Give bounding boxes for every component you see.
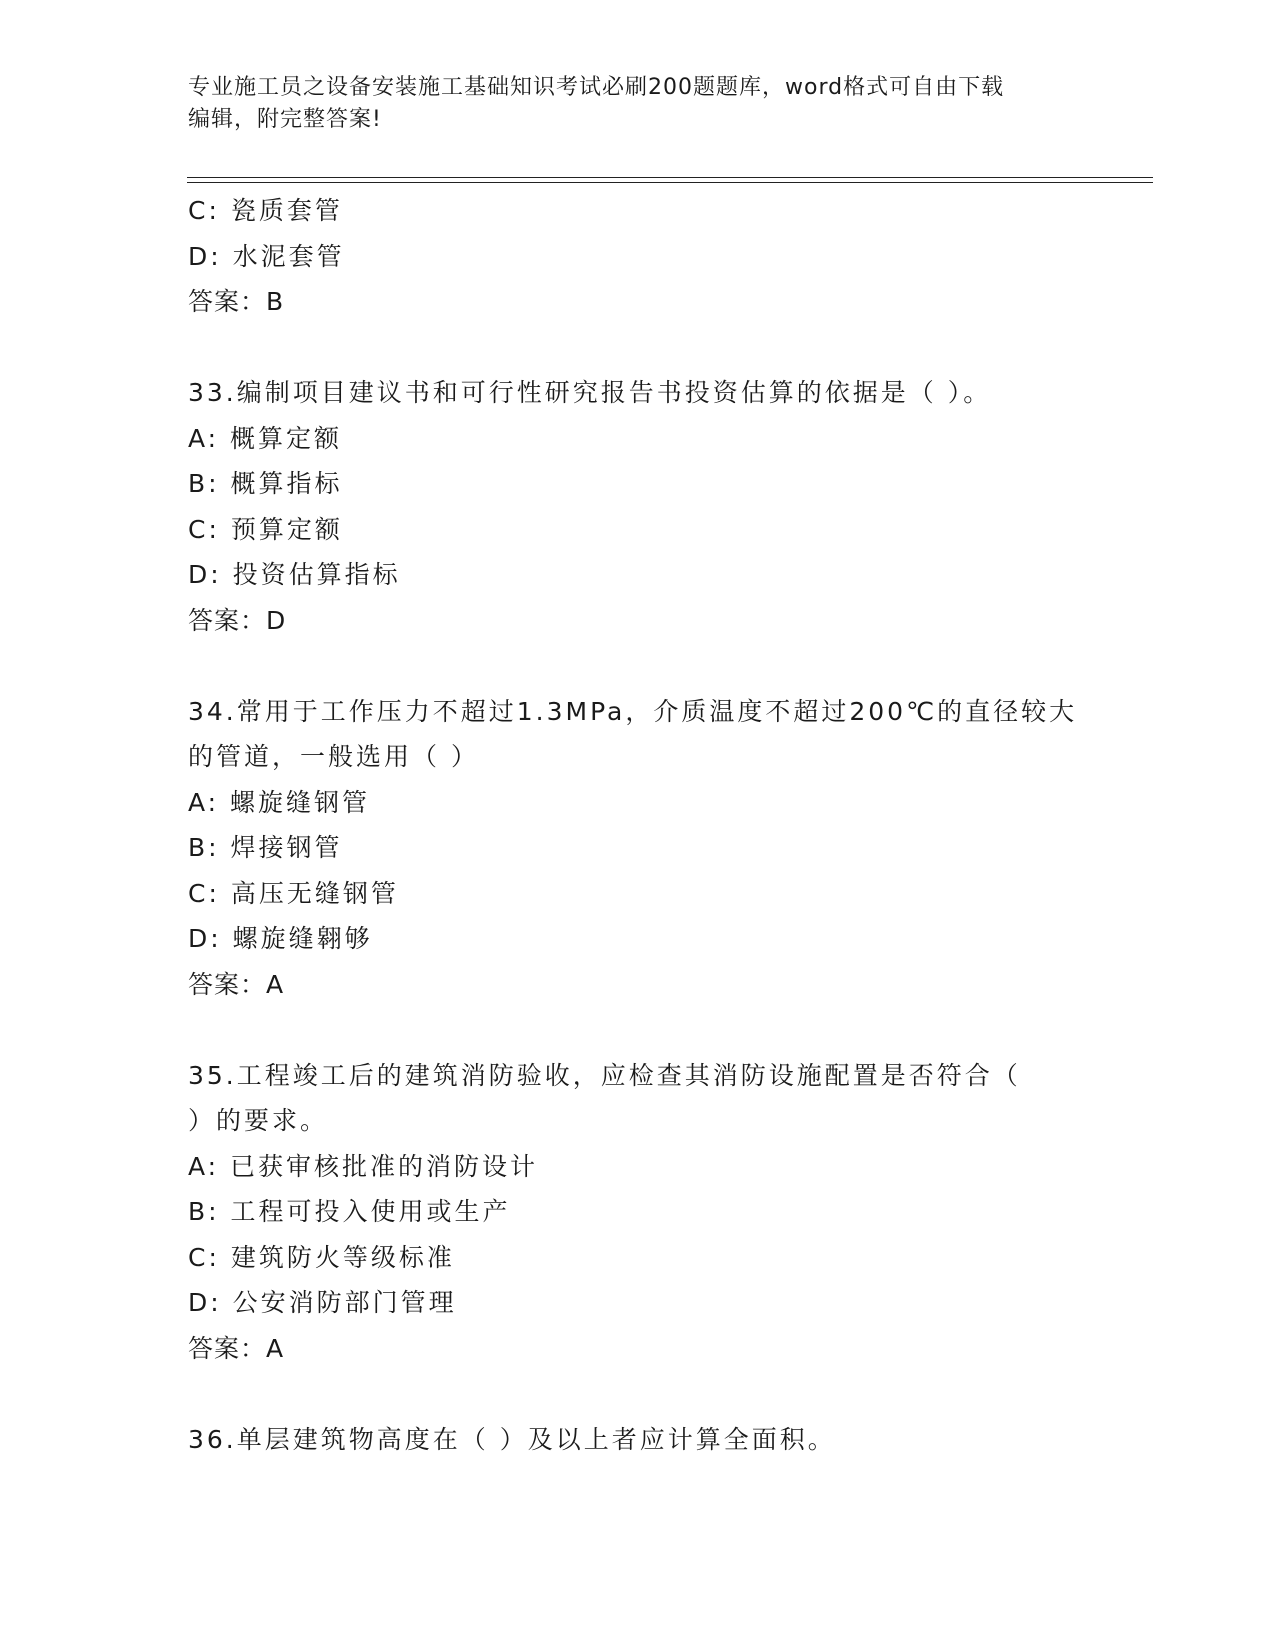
- question-block-33: [188, 370, 1088, 643]
- option-b: B: 工程可投入使用或生产: [188, 1197, 511, 1226]
- option-d: D: 水泥套管: [188, 241, 345, 271]
- answer-text: 答案：B: [188, 287, 285, 316]
- question-text-line2: 的管道，一般选用（ ）: [188, 742, 479, 771]
- option-c: C: 预算定额: [188, 514, 343, 544]
- option-c: C: 高压无缝钢管: [188, 878, 399, 908]
- question-list: [188, 188, 1088, 1462]
- question-text-line1: 34.常用于工作压力不超过1.3MPa，介质温度不超过200℃的直径较大: [188, 696, 1078, 726]
- header-divider-top: [187, 177, 1153, 178]
- question-block-36: [188, 1417, 1088, 1463]
- option-a: A: 已获审核批准的消防设计: [188, 1151, 539, 1181]
- option-b: B: 焊接钢管: [188, 833, 343, 862]
- spacer: [188, 1371, 1088, 1417]
- question-text: 33.编制项目建议书和可行性研究报告书投资估算的依据是（ ）。: [188, 378, 992, 407]
- question-block-32: [188, 188, 1088, 325]
- option-a: A: 螺旋缝钢管: [188, 787, 371, 817]
- option-c: C: 瓷质套管: [188, 196, 343, 225]
- option-b: B: 概算指标: [188, 469, 343, 498]
- option-c: C: 建筑防火等级标准: [188, 1242, 455, 1272]
- header-title-line1: 专业施工员之设备安装施工基础知识考试必刷200题题库，word格式可自由下载: [188, 75, 1005, 100]
- option-d: D: 投资估算指标: [188, 560, 401, 589]
- question-text-line1: 35.工程竣工后的建筑消防验收，应检查其消防设施配置是否符合（: [188, 1060, 1021, 1090]
- question-block-35: [188, 1053, 1088, 1372]
- answer-text: 答案：D: [188, 605, 287, 635]
- header-divider-bottom: [187, 182, 1153, 183]
- spacer: [188, 643, 1088, 689]
- spacer: [188, 325, 1088, 371]
- question-text: 36.单层建筑物高度在（ ）及以上者应计算全面积。: [188, 1424, 836, 1454]
- option-d: D: 螺旋缝翱够: [188, 924, 373, 953]
- option-d: D: 公安消防部门管理: [188, 1288, 457, 1317]
- question-block-34: [188, 689, 1088, 1008]
- question-text-line2: ）的要求。: [188, 1106, 329, 1135]
- document-header: [188, 72, 1088, 136]
- spacer: [188, 1007, 1088, 1053]
- header-title-line2: 编辑，附完整答案!: [188, 107, 382, 132]
- answer-text: 答案：A: [188, 969, 285, 999]
- answer-text: 答案：A: [188, 1333, 285, 1363]
- option-a: A: 概算定额: [188, 423, 343, 453]
